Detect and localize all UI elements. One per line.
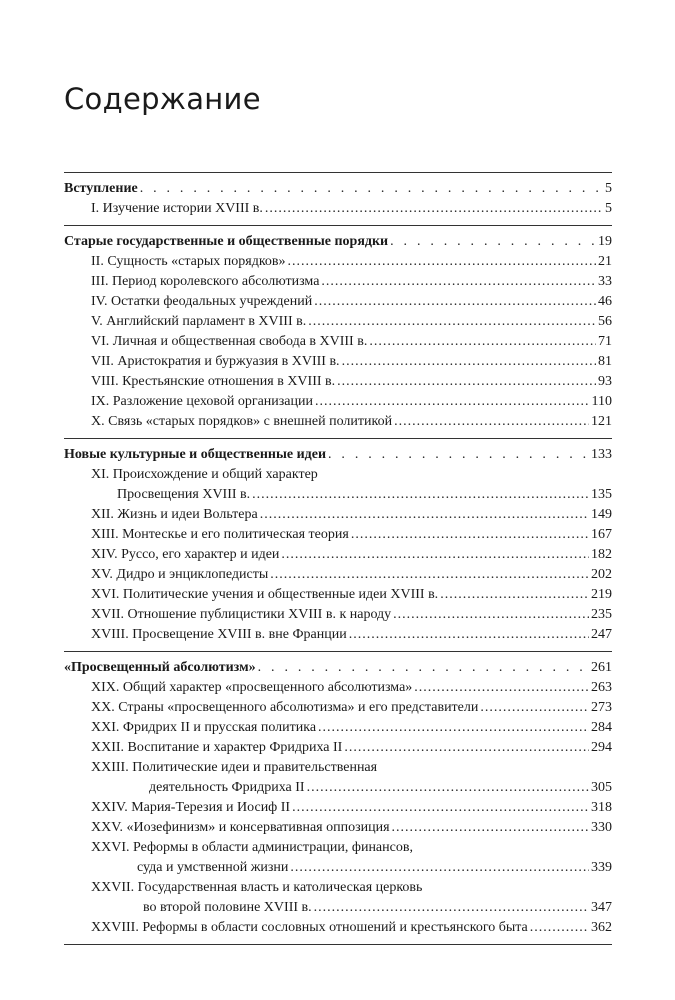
- page-number: 339: [591, 860, 612, 875]
- dot-leader: [314, 292, 596, 312]
- section-title: Старые государственные и общественные порядки: [64, 234, 389, 249]
- toc-entry-row[interactable]: [64, 252, 612, 272]
- dot-leader: [392, 818, 589, 838]
- toc-section-row[interactable]: [64, 658, 612, 678]
- dot-leader: [290, 858, 589, 878]
- dot-leader: [393, 605, 589, 625]
- page-number: 167: [591, 527, 612, 542]
- dot-leader: [440, 585, 589, 605]
- toc-entry-row[interactable]: [64, 898, 612, 918]
- page-number: 263: [591, 680, 612, 695]
- page-number: 81: [598, 354, 612, 369]
- toc-entry-row[interactable]: [64, 545, 612, 565]
- page-number: 330: [591, 820, 612, 835]
- dot-leader: [328, 445, 589, 465]
- top-rule: [64, 172, 612, 173]
- dot-leader: [337, 372, 596, 392]
- dot-leader: [369, 332, 596, 352]
- toc-entry-row[interactable]: [64, 778, 612, 798]
- toc-section-row[interactable]: [64, 232, 612, 252]
- page-number: 347: [591, 900, 612, 915]
- dot-leader: [480, 698, 589, 718]
- section-divider: [64, 651, 612, 652]
- page-number: 93: [598, 374, 612, 389]
- table-of-contents: [64, 172, 612, 945]
- entry-first-line: XXVII. Государственная власть и католическая церковь: [91, 880, 423, 895]
- dot-leader: [344, 738, 589, 758]
- entry-title: V. Английский парламент в XVIII в.: [91, 314, 307, 329]
- dot-leader: [390, 232, 596, 252]
- page-number: 219: [591, 587, 612, 602]
- toc-entry-row[interactable]: [64, 332, 612, 352]
- toc-entry-row[interactable]: [64, 698, 612, 718]
- entry-title: XXVIII. Реформы в области сословных отношений и крестьянского быта: [91, 920, 528, 935]
- entry-title: III. Период королевского абсолютизма: [91, 274, 320, 289]
- page-number: 5: [605, 201, 612, 216]
- entry-title: I. Изучение истории XVIII в.: [91, 201, 263, 216]
- toc-entry-row[interactable]: [64, 565, 612, 585]
- section-title: Новые культурные и общественные идеи: [64, 447, 327, 462]
- page-number: 294: [591, 740, 612, 755]
- entry-title: VII. Аристократия и буржуазия в XVIII в.: [91, 354, 340, 369]
- entry-title: XVIII. Просвещение XVIII в. вне Франции: [91, 627, 347, 642]
- page-number: 133: [591, 447, 612, 462]
- bottom-rule: [64, 944, 612, 945]
- entry-title: XXI. Фридрих II и прусская политика: [91, 720, 317, 735]
- toc-entry-row[interactable]: [64, 625, 612, 645]
- entry-title: XX. Страны «просвещенного абсолютизма» и его представители: [91, 700, 479, 715]
- toc-section-row[interactable]: [64, 445, 612, 465]
- dot-leader: [258, 658, 589, 678]
- dot-leader: [260, 505, 589, 525]
- toc-entry-row[interactable]: [64, 738, 612, 758]
- page-number: 305: [591, 780, 612, 795]
- page-number: 5: [605, 181, 612, 196]
- page-number: 121: [591, 414, 612, 429]
- entry-title: деятельность Фридриха II: [149, 780, 305, 795]
- toc-entry-row[interactable]: [64, 678, 612, 698]
- dot-leader: [270, 565, 589, 585]
- section-divider: [64, 438, 612, 439]
- page-number: 110: [591, 394, 612, 409]
- page-number: 135: [591, 487, 612, 502]
- entry-title: XVI. Политические учения и общественные идеи XVIII в.: [91, 587, 439, 602]
- toc-entry-row[interactable]: [64, 272, 612, 292]
- toc-entry-row[interactable]: [64, 918, 612, 938]
- entry-title: XIII. Монтескье и его политическая теория: [91, 527, 349, 542]
- toc-entry-row[interactable]: [64, 485, 612, 505]
- section-divider: [64, 225, 612, 226]
- page-number: 182: [591, 547, 612, 562]
- toc-entry-row[interactable]: [64, 352, 612, 372]
- entry-title: IX. Разложение цеховой организации: [91, 394, 313, 409]
- dot-leader: [292, 798, 589, 818]
- dot-leader: [265, 199, 603, 219]
- toc-entry-row[interactable]: [64, 412, 612, 432]
- toc-entry-row[interactable]: [64, 199, 612, 219]
- dot-leader: [414, 678, 589, 698]
- dot-leader: [307, 778, 589, 798]
- entry-title: VIII. Крестьянские отношения в XVIII в.: [91, 374, 336, 389]
- page-number: 247: [591, 627, 612, 642]
- dot-leader: [288, 252, 596, 272]
- page-number: 318: [591, 800, 612, 815]
- toc-entry-row[interactable]: [64, 392, 612, 412]
- dot-leader: [252, 485, 589, 505]
- toc-section-row[interactable]: [64, 179, 612, 199]
- entry-title: суда и умственной жизни: [137, 860, 289, 875]
- toc-entry-row[interactable]: [64, 605, 612, 625]
- toc-entry-row[interactable]: [64, 312, 612, 332]
- dot-leader: [321, 272, 596, 292]
- dot-leader: [308, 312, 596, 332]
- dot-leader: [315, 392, 590, 412]
- entry-title: XXII. Воспитание и характер Фридриха II: [91, 740, 343, 755]
- dot-leader: [394, 412, 589, 432]
- page-number: 56: [598, 314, 612, 329]
- page-number: 149: [591, 507, 612, 522]
- page-number: 46: [598, 294, 612, 309]
- page-number: 202: [591, 567, 612, 582]
- page-number: 21: [598, 254, 612, 269]
- entry-title: X. Связь «старых порядков» с внешней политикой: [91, 414, 393, 429]
- toc-entry-row[interactable]: [64, 798, 612, 818]
- entry-first-line: XI. Происхождение и общий характер: [91, 467, 318, 482]
- dot-leader: [318, 718, 589, 738]
- toc-entry-row[interactable]: [64, 585, 612, 605]
- page-number: 362: [591, 920, 612, 935]
- page-title: Содержание: [64, 82, 261, 116]
- entry-title: Просвещения XVIII в.: [117, 487, 251, 502]
- page-number: 33: [598, 274, 612, 289]
- dot-leader: [349, 625, 589, 645]
- entry-title: IV. Остатки феодальных учреждений: [91, 294, 313, 309]
- toc-entry-row[interactable]: [64, 858, 612, 878]
- entry-title: XXIV. Мария-Терезия и Иосиф II: [91, 800, 291, 815]
- toc-entry-row[interactable]: [64, 525, 612, 545]
- page-number: 284: [591, 720, 612, 735]
- dot-leader: [351, 525, 589, 545]
- entry-first-line: XXIII. Политические идеи и правительственная: [91, 760, 378, 775]
- dot-leader: [140, 179, 603, 199]
- dot-leader: [281, 545, 589, 565]
- page-number: 235: [591, 607, 612, 622]
- entry-first-line: XXVI. Реформы в области администрации, финансов,: [91, 840, 413, 855]
- toc-entry-row[interactable]: [64, 718, 612, 738]
- entry-title: XII. Жизнь и идеи Вольтера: [91, 507, 258, 522]
- section-title: «Просвещенный абсолютизм»: [64, 660, 256, 675]
- dot-leader: [342, 352, 596, 372]
- dot-leader: [314, 898, 589, 918]
- dot-leader: [530, 918, 589, 938]
- toc-entry-row[interactable]: [64, 372, 612, 392]
- page-number: 19: [598, 234, 612, 249]
- entry-title: XXV. «Иозефинизм» и консервативная оппозиция: [91, 820, 390, 835]
- entry-title: VI. Личная и общественная свобода в XVIII в.: [91, 334, 368, 349]
- page-number: 71: [598, 334, 612, 349]
- entry-title: во второй половине XVIII в.: [143, 900, 312, 915]
- page-number: 273: [591, 700, 612, 715]
- page-number: 261: [591, 660, 612, 675]
- entry-title: XVII. Отношение публицистики XVIII в. к народу: [91, 607, 392, 622]
- toc-entry-row[interactable]: [64, 818, 612, 838]
- entry-title: XV. Дидро и энциклопедисты: [91, 567, 269, 582]
- section-title: Вступление: [64, 181, 138, 196]
- entry-title: XIX. Общий характер «просвещенного абсолютизма»: [91, 680, 413, 695]
- entry-title: II. Сущность «старых порядков»: [91, 254, 286, 269]
- toc-entry-row[interactable]: [64, 505, 612, 525]
- toc-entry-row[interactable]: [64, 292, 612, 312]
- entry-title: XIV. Руссо, его характер и идеи: [91, 547, 280, 562]
